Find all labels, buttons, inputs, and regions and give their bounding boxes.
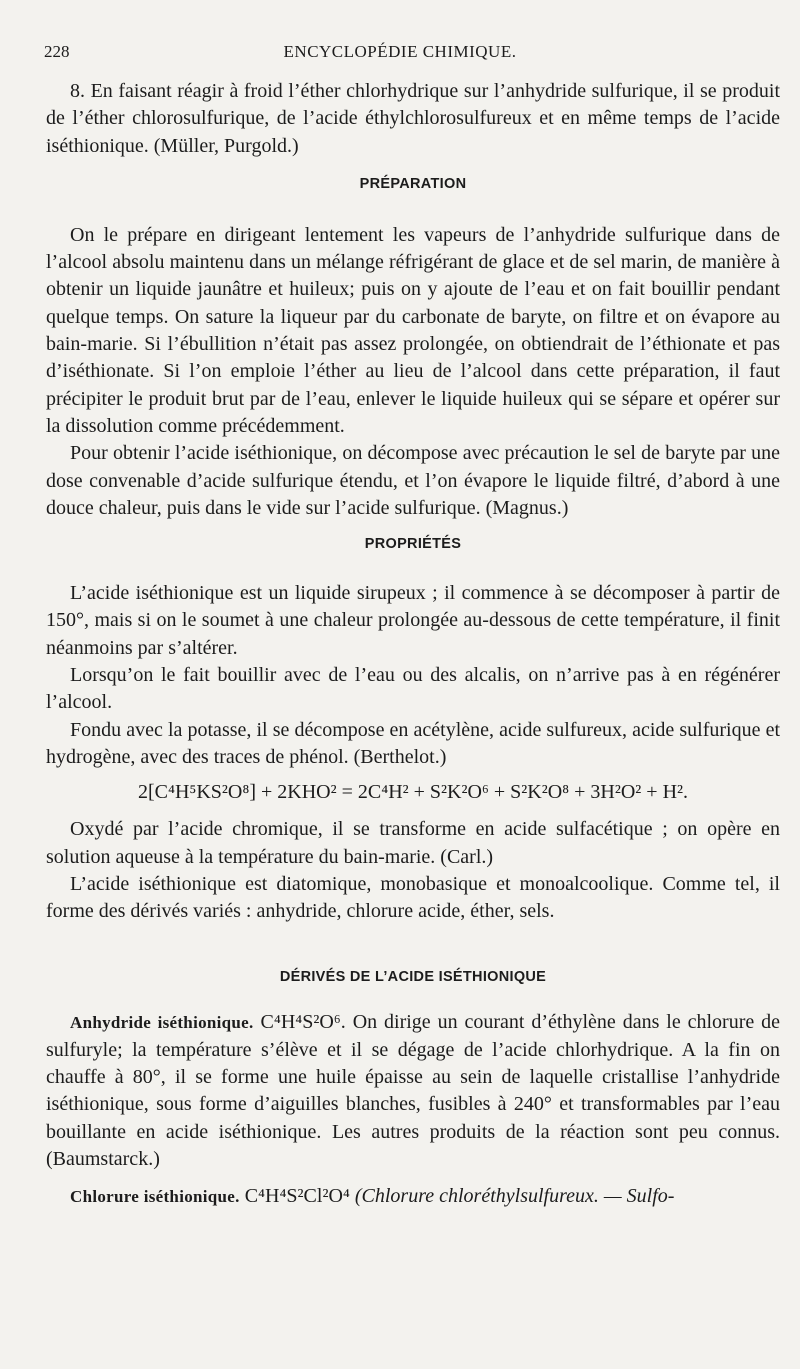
paragraph-8: 8. En faisant réagir à froid l’éther chlorhydrique sur l’anhydride sulfurique, il se produit de l’éther chlorosulfurique, de l’acide éthylchlorosulfureux et en même temps de l’acide iséthionique. (Müller, Purgold.)	[46, 80, 780, 157]
page-number: 228	[44, 42, 70, 61]
running-title: ENCYCLOPÉDIE CHIMIQUE.	[283, 42, 517, 61]
properties-paragraph-4: Oxydé par l’acide chromique, il se transforme en acide sulfacétique ; on opère en solution aqueuse à la température du bain-marie. (Carl.)	[46, 818, 780, 868]
section-heading-proprietes: PROPRIÉTÉS	[364, 536, 462, 553]
properties-paragraph-2: Lorsqu’on le fait bouillir avec de l’eau ou des alcalis, on n’arrive pas à en régénérer l’alcool.	[46, 664, 780, 714]
properties-paragraph-5: L’acide iséthionique est diatomique, monobasique et monoalcoolique. Comme tel, il forme des dérivés variés : anhydride, chlorure acide, éther, sels.	[46, 872, 780, 923]
section-heading-derives: DÉRIVÉS DE L’ACIDE ISÉTHIONIQUE	[279, 969, 547, 986]
chlorure-formula: C⁴H⁴S²Cl²O⁴	[244, 1185, 350, 1208]
anhydride-label: Anhydride iséthionique.	[70, 1013, 254, 1033]
chlorure-text: (Chlorure chloréthylsulfureux. — Sulfo-	[354, 1185, 675, 1208]
preparation-paragraph-2: Pour obtenir l’acide iséthionique, on décompose avec précaution le sel de baryte par une dose convenable d’acide sulfurique étendu, et l’on évapore le liquide filtré, d’abord à une douce chaleur, puis dans le vide sur l’acide sulfurique. (Magnus.)	[46, 442, 780, 519]
anhydride-paragraph	[46, 1009, 780, 1173]
properties-paragraph-3: Fondu avec la potasse, il se décompose en acétylène, acide sulfureux, acide sulfurique et hydrogène, avec des traces de phénol. (Berthelot.)	[46, 718, 780, 768]
anhydride-formula: C⁴H⁴S²O⁶.	[260, 1011, 346, 1034]
reaction-formula: 2[C⁴H⁵KS²O⁸] + 2KHO² = 2C⁴H² + S²K²O⁶ + S²K²O⁸ + 3H²O² + H².	[137, 781, 689, 804]
preparation-paragraph-1: On le prépare en dirigeant lentement les vapeurs de l’anhydride sulfurique dans de l’alcool absolu maintenu dans un mélange réfrigérant de glace et de sel marin, de manière à obtenir un liquide jaunâtre et huileux; puis on y ajoute de l’eau et on fait bouillir pendant quelque temps. On sature la liqueur par du carbonate de baryte, on filtre et on évapore au bain-marie. Si l’ébullition n’était pas assez prolongée, on obtiendrait de l’éthionate et pas d’iséthionate. Si l’on emploie l’éther au lieu de l’alcool dans cette préparation, il faut précipiter le produit brut par de l’eau, enlever le liquide huileux qui se sépare et opérer sur la dissolution comme précédemment.	[46, 223, 780, 437]
running-header	[44, 42, 756, 72]
properties-paragraph-1: L’acide iséthionique est un liquide sirupeux ; il commence à se décomposer à partir de 150°, mais si on le soumet à une chaleur prolongée au-dessous de cette température, il finit néanmoins par s’altérer.	[46, 582, 780, 659]
chlorure-label: Chlorure iséthionique.	[70, 1187, 240, 1207]
page-body	[46, 78, 780, 1211]
anhydride-text: On dirige un courant d’éthylène dans le chlorure de sulfuryle; la température s’élève et il se dégage de l’acide chlorhydrique. A la fin on chauffe à 80°, il se forme une huile épaisse au sein de laquelle cristallise l’anhydride iséthionique, sous forme d’aiguilles blanches, fusibles à 240° et transformables par l’eau bouillante en acide iséthionique. Les autres produits de la réaction sont peu connus. (Baumstarck.)	[46, 1011, 781, 1170]
chlorure-paragraph	[46, 1183, 780, 1210]
section-heading-preparation: PRÉPARATION	[359, 175, 467, 192]
